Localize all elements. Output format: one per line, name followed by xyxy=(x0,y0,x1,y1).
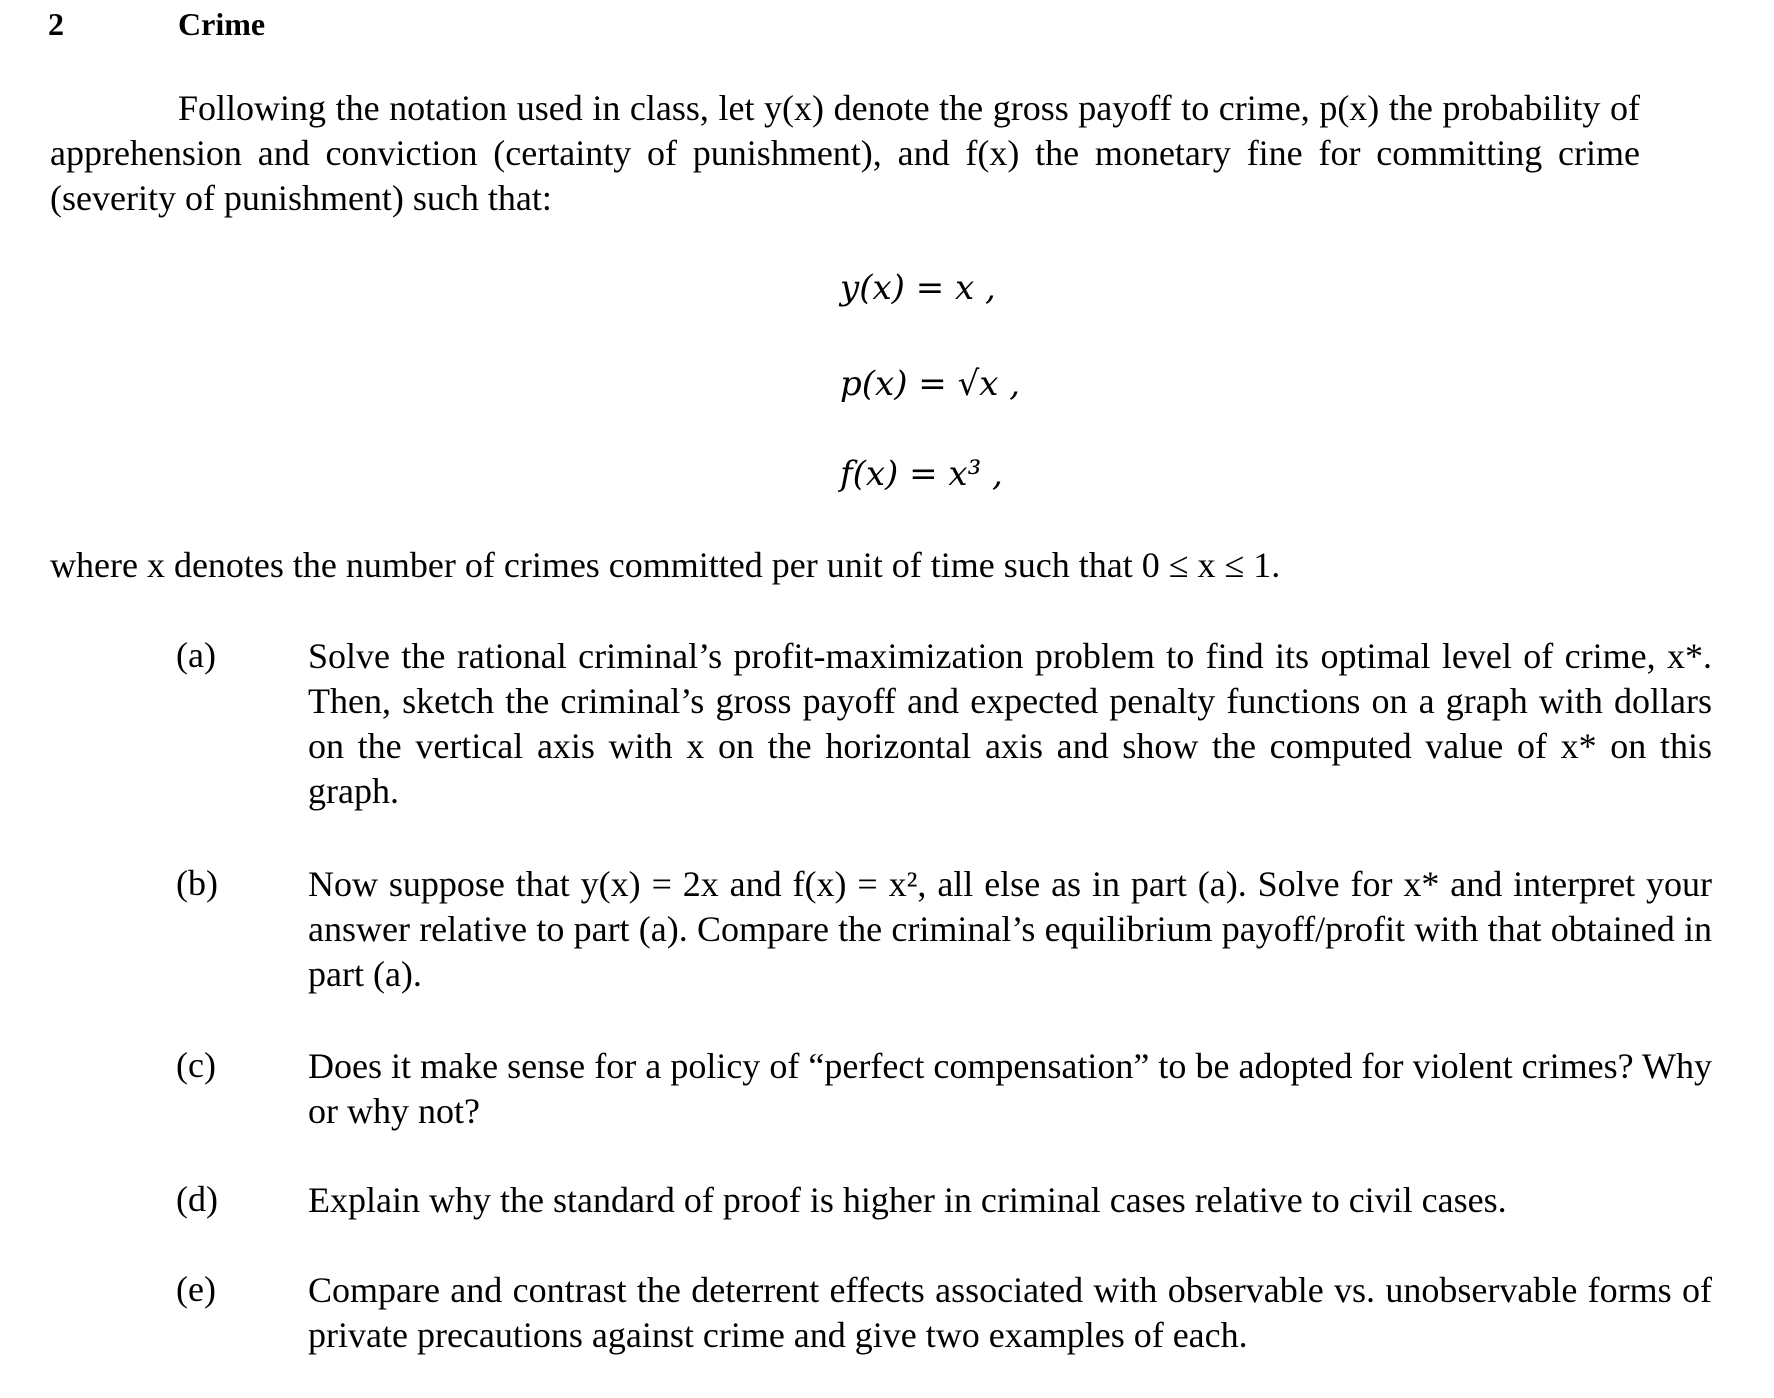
part-text-e: Compare and contrast the deterrent effects associated with observable vs. unobservable forms of private precautions against crime and give two examples of each. xyxy=(308,1270,1712,1355)
equation-fine: f(x) = x³ , xyxy=(840,454,1003,494)
part-text-d: Explain why the standard of proof is higher in criminal cases relative to civil cases. xyxy=(308,1180,1507,1220)
part-text-a: Solve the rational criminal’s profit-maximization problem to find its optimal level of crime, x*. Then, sketch the criminal’s gross payoff and expected penalty functions on a graph with dollars on the vertical axis with x on the horizontal axis and show the computed value of x* on this graph. xyxy=(308,636,1712,811)
equation-probability: p(x) = √x , xyxy=(840,364,1021,404)
equation-gross-payoff: y(x) = x , xyxy=(840,268,996,308)
part-label-d: (d) xyxy=(176,1179,218,1219)
part-label-b: (b) xyxy=(176,863,218,903)
intro-paragraph: Following the notation used in class, let y(x) denote the gross payoff to crime, p(x) the probability of apprehension and conviction (certainty of punishment), and f(x) the monetary fine for committing crime (severity of punishment) such that: xyxy=(50,88,1640,218)
section-number: 2 xyxy=(48,6,64,42)
section-title: Crime xyxy=(178,6,266,42)
part-label-c: (c) xyxy=(176,1045,216,1085)
part-label-e: (e) xyxy=(176,1269,216,1309)
part-label-a: (a) xyxy=(176,635,216,675)
part-text-b: Now suppose that y(x) = 2x and f(x) = x², all else as in part (a). Solve for x* and interpret your answer relative to part (a). Compare the criminal’s equilibrium payoff/profit with that obtained in part (a). xyxy=(308,864,1712,994)
part-text-c: Does it make sense for a policy of “perfect compensation” to be adopted for violent crimes? Why or why not? xyxy=(308,1046,1712,1131)
where-clause: where x denotes the number of crimes committed per unit of time such that 0 ≤ x ≤ 1. xyxy=(50,545,1281,585)
